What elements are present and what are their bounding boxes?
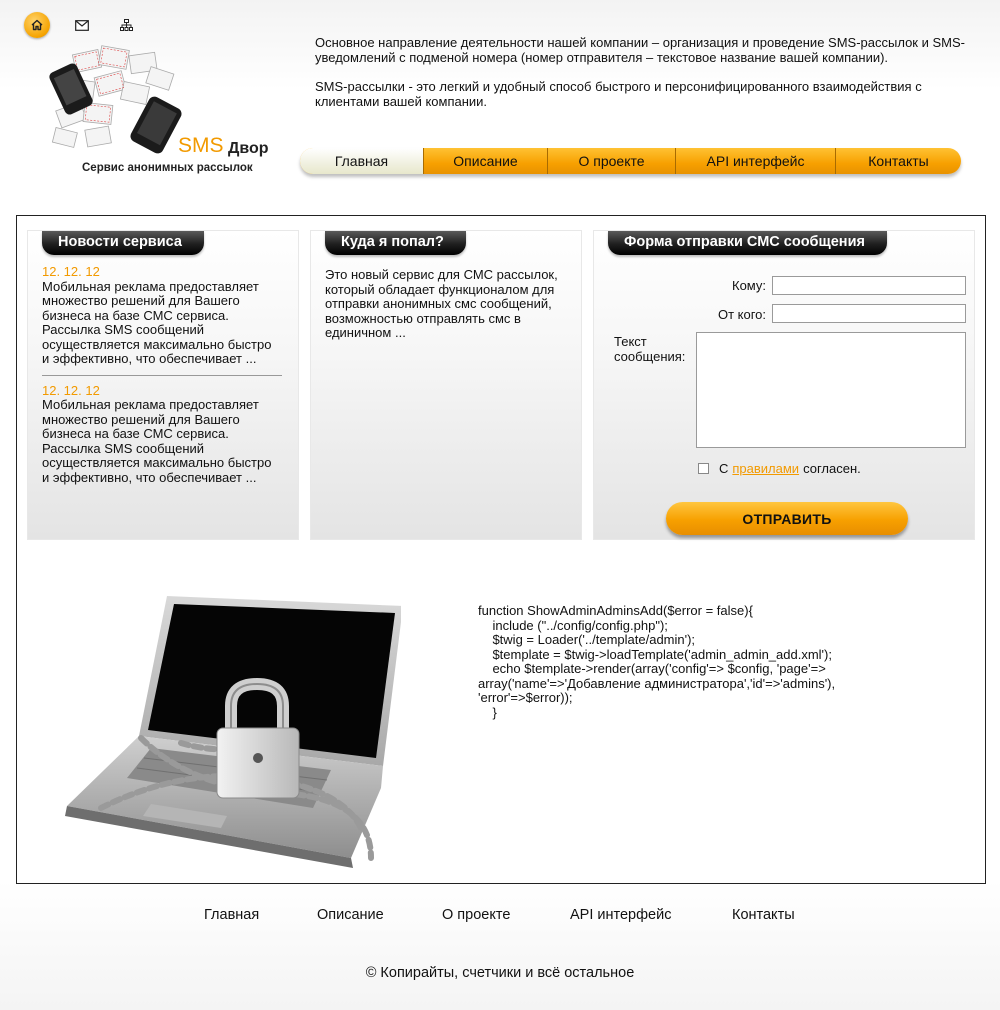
home-icon[interactable] [24,12,50,38]
message-label [614,334,685,364]
top-icon-bar [24,11,138,39]
footer-link-description[interactable]: Описание [317,907,384,923]
news-text: Мобильная реклама предоставляет множество решений для Вашего бизнеса на базе СМС сервиса. Рассылка SMS сообщений осуществляется максимально быстро и эффективно, что обеспечивает ... [42,278,272,366]
nav-item-contacts[interactable]: Контакты [868,153,929,169]
footer-link-home[interactable]: Главная [204,907,260,923]
footer-navigation [0,907,1000,927]
copyright-text: © Копирайты, счетчики и всё остальное [365,965,635,981]
news-item[interactable] [42,375,282,494]
logo-tagline: Сервис анонимных рассылок [82,162,253,174]
footer-link-api[interactable]: API интерфейс [570,907,672,923]
locked-laptop-image [31,588,401,868]
sms-form-title: Форма отправки СМС сообщения [608,231,887,255]
message-label-line: Текст [614,334,647,349]
nav-item-home[interactable]: Главная [300,148,424,174]
phones-envelopes-logo-art [44,44,184,162]
nav-item-description[interactable]: Описание [424,148,548,174]
news-text: Мобильная реклама предоставляет множество решений для Вашего бизнеса на базе СМС сервиса. Рассылка SMS сообщений осуществляется максимально быстро и эффективно, что обеспечивает ... [42,397,272,485]
from-input[interactable] [772,304,966,323]
agree-row [698,461,861,476]
main-navigation [300,148,961,174]
agree-checkbox[interactable] [698,463,709,474]
to-label: Кому: [732,278,766,293]
code-snippet: function ShowAdminAdminsAdd($error = false){ include ("../config/config.php"); $twig = Loader('../template/admin'); $template = $twig->loadTemplate('admin_admin_add.xml'); echo $template->render(array('config'=> $config, 'page'=> array('name'=>'Добавление администратора','id'=>'admins'), 'error'=>$error)); } [478,603,836,720]
about-panel-title: Куда я попал? [325,231,466,255]
news-list [42,265,282,493]
site-logo[interactable] [44,44,279,182]
logo-sms-text: SMS [178,134,224,157]
news-panel [27,230,299,540]
nav-item-api[interactable]: API интерфейс [676,148,836,174]
logo-dvor-text: Двор [228,140,269,157]
from-label: От кого: [717,307,766,322]
content-frame [16,215,986,884]
news-date: 12. 12. 12 [42,382,100,398]
message-textarea[interactable] [696,332,966,448]
news-item[interactable] [42,265,282,375]
footer-link-about-project[interactable]: О проекте [442,907,511,923]
sms-form-panel [593,230,975,540]
envelope-icon[interactable] [70,13,94,37]
intro-paragraph: Основное направление деятельности нашей компании – организация и проведение SMS-рассылок и SMS-уведомлений с подменой номера (номер отправителя – текстовое название вашей компании). [315,35,965,65]
footer-link-contacts[interactable]: Контакты [732,907,795,923]
about-text: Это новый сервис для СМС рассылок, который обладает функционалом для отправки анонимных смс сообщений, возможностью отправлять смс в единичном ... [325,267,558,340]
intro-text [315,35,975,109]
nav-item-about-project[interactable]: О проекте [548,148,676,174]
news-date: 12. 12. 12 [42,264,100,279]
about-panel [310,230,582,540]
rules-link[interactable]: правилами [732,461,800,476]
message-label-line: сообщения: [614,349,686,364]
sitemap-icon[interactable] [114,13,138,37]
to-input[interactable] [772,276,966,295]
news-panel-title: Новости сервиса [42,231,204,255]
agree-suffix: согласен. [803,461,861,476]
intro-paragraph: SMS-рассылки - это легкий и удобный способ быстрого и персонифицированного взаимодействия с клиентами вашей компании. [315,79,922,109]
agree-prefix: С [719,461,729,476]
submit-button[interactable]: ОТПРАВИТЬ [666,502,908,535]
